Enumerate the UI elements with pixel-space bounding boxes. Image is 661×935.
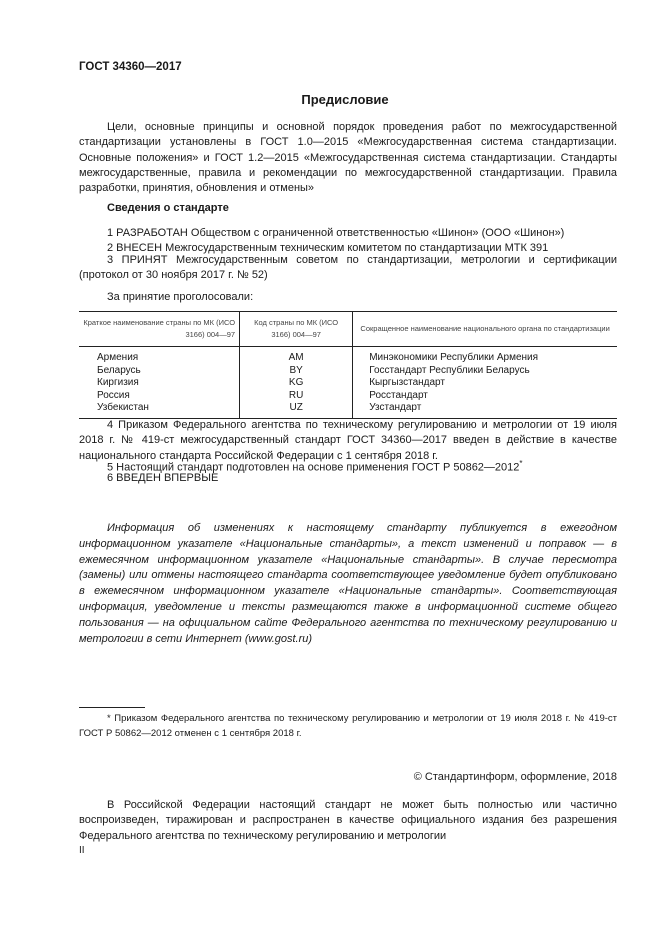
item-1: 1 РАЗРАБОТАН Обществом с ограниченной ответственностью «Шинон» (ООО «Шинон») xyxy=(107,227,565,239)
country-cell: Узбекистан xyxy=(97,402,149,413)
body-column xyxy=(353,347,617,419)
document-code: ГОСТ 34360—2017 xyxy=(79,61,182,73)
footnote-mark: * xyxy=(519,459,523,468)
code-cell: KG xyxy=(288,377,304,388)
code-cell: AM xyxy=(288,352,304,363)
country-cell: Беларусь xyxy=(97,364,141,376)
changes-notice: Информация об изменениях к настоящему стандарту публикуется в ежегодном информационном указателе «Национальные стандарты», а текст изменений и поправок — в ежемесячном информационном указателе «Национальные стандарты». В случае пересмотра (замены) или отмены настоящего стандарта соответствующее уведомление будет опубликовано в ежемесячном информационном указателе «Национальные стандарты». Соответствующая информация, уведомление и тексты размещаются также в информационной системе общего пользования — на официальном сайте Федерального агентства по техническому регулированию и метрологии в сети Интернет (www.gost.ru) xyxy=(79,522,617,645)
table-header-body: Сокращенное наименование национального органа по стандартизации xyxy=(353,312,617,347)
footnote-text: * Приказом Федерального агентства по техническому регулированию и метрологии от 19 июля 2018 г. № 419-ст ГОСТ Р 50862—2012 отменен с 1 сентября 2018 г. xyxy=(79,713,617,739)
info-heading: Сведения о стандарте xyxy=(107,202,229,214)
table-header-code: Код страны по МК (ИСО 3166) 004—97 xyxy=(240,312,353,347)
copyright-line: © Стандартинформ, оформление, 2018 xyxy=(413,771,617,783)
body-cell: Минэкономики Республики Армения xyxy=(369,352,539,363)
item-5-text: 5 Настоящий стандарт подготовлен на основе применения ГОСТ Р 50862—2012 xyxy=(107,461,520,474)
item-3: 3 ПРИНЯТ Межгосударственным советом по стандартизации, метрологии и сертификации (протокол от 30 ноября 2017 г. № 52) xyxy=(79,254,617,282)
item-6: 6 ВВЕДЕН ВПЕРВЫЕ xyxy=(107,472,219,484)
code-cell: RU xyxy=(288,389,304,401)
country-cell: Киргизия xyxy=(97,377,139,388)
country-cell: Россия xyxy=(97,389,130,401)
code-column xyxy=(240,347,353,419)
body-cell: Росстандарт xyxy=(369,389,428,401)
page-number: II xyxy=(79,845,85,856)
intro-paragraph: Цели, основные принципы и основной порядок проведения работ по межгосударственной стандартизации установлены в ГОСТ 1.0—2015 «Межгосударственная система стандартизации. Основные положения» и ГОСТ 1.2—2015 «Межгосударственная система стандартизации. Стандарты межгосударственные, правила и рекомендации по межгосударственной стандартизации. Правила разработки, принятия, обновления и отмены» xyxy=(79,121,617,195)
body-cell: Госстандарт Республики Беларусь xyxy=(369,364,530,376)
legal-notice: В Российской Федерации настоящий стандарт не может быть полностью или частично воспроизведен, тиражирован и распространен в качестве официального издания без разрешения Федерального агентства по техническому регулированию и метрологии xyxy=(79,799,617,842)
item-4: 4 Приказом Федерального агентства по техническому регулированию и метрологии от 19 июля 2018 г. № 419-ст межгосударственный стандарт ГОСТ 34360—2017 введен в действие в качестве национального стандарта Российской Федерации с 1 сентября 2018 г. xyxy=(79,419,617,462)
table-header-country: Краткое наименование страны по МК (ИСО 3166) 004—97 xyxy=(79,312,240,347)
item-2: 2 ВНЕСЕН Межгосударственным техническим комитетом по стандартизации МТК 391 xyxy=(107,242,549,254)
body-cell: Кыргызстандарт xyxy=(369,377,445,388)
code-cell: BY xyxy=(289,364,303,376)
country-cell: Армения xyxy=(97,352,139,363)
country-column xyxy=(79,347,240,419)
footnote-divider xyxy=(79,707,145,708)
voting-table xyxy=(79,311,617,419)
table-body-row xyxy=(79,347,617,419)
page-title: Предисловие xyxy=(301,92,389,107)
code-cell: UZ xyxy=(289,402,303,413)
body-cell: Узстандарт xyxy=(369,402,422,413)
voted-label: За принятие проголосовали: xyxy=(107,291,254,303)
